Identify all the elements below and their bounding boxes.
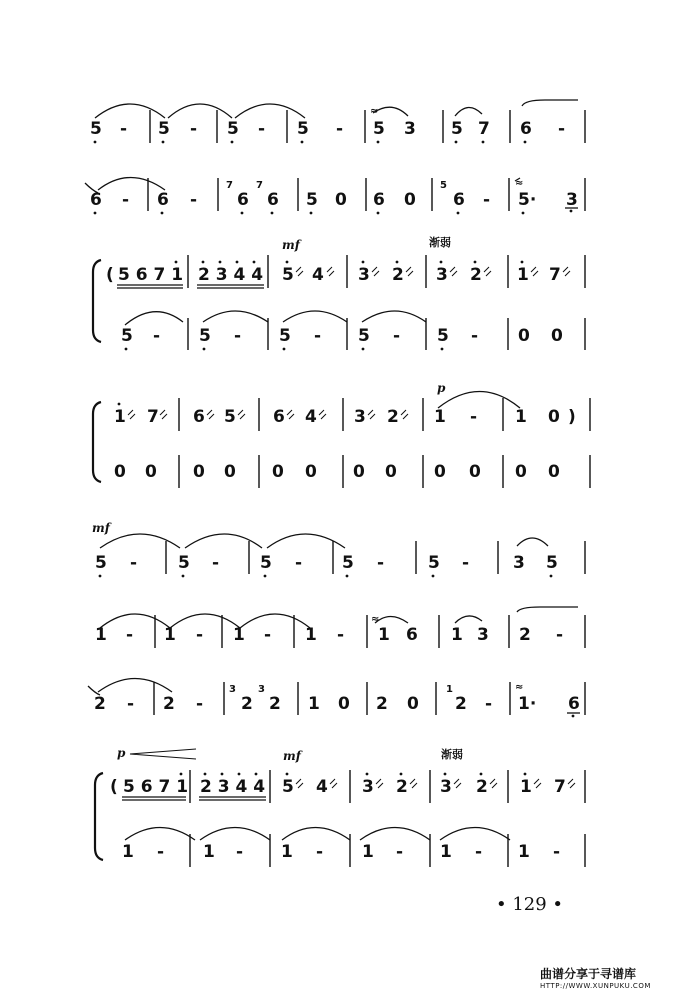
note: 5: [358, 326, 370, 346]
note: 7: [549, 265, 561, 285]
note: 6: [406, 625, 418, 645]
diminuendo-marking: 渐弱: [441, 748, 463, 761]
mordent-mark: ≈: [515, 178, 524, 189]
note: 0: [548, 407, 560, 427]
note: 2: [396, 777, 408, 797]
note: 5: [199, 326, 211, 346]
note: 7: [554, 777, 566, 797]
grace-note: 7: [226, 180, 233, 191]
page-number: • 129 •: [496, 894, 564, 915]
note: 5: [297, 119, 309, 139]
note: 4: [305, 407, 317, 427]
note: 0: [404, 190, 416, 210]
mf-marking: mf: [92, 521, 110, 535]
dash: -: [485, 694, 493, 714]
note: 5: [373, 119, 385, 139]
dash: -: [396, 842, 404, 862]
note: 0: [272, 462, 284, 482]
note: 0: [515, 462, 527, 482]
note: 5: [342, 553, 354, 573]
note: 3: [440, 777, 452, 797]
note: 2: [376, 694, 388, 714]
note: 2: [455, 694, 467, 714]
note: 0: [224, 462, 236, 482]
note: 1: [451, 625, 463, 645]
grace-note: 7: [256, 180, 263, 191]
open-paren: (: [110, 777, 118, 797]
note: 6: [273, 407, 285, 427]
dash: -: [316, 842, 324, 862]
note: 5: [428, 553, 440, 573]
note: 6: [267, 190, 279, 210]
dash: -: [234, 326, 242, 346]
note: 0: [114, 462, 126, 482]
system-bracket: [93, 260, 101, 342]
dash: -: [190, 190, 198, 210]
note-group: 2 3 4 4: [200, 777, 266, 797]
note: 5: [437, 326, 449, 346]
note: 1: [281, 842, 293, 862]
note: 2: [470, 265, 482, 285]
p-marking: p: [117, 746, 126, 760]
system-line-3: [93, 235, 585, 350]
grace-note: 3: [258, 684, 265, 695]
note: 1: [434, 407, 446, 427]
note: 0: [385, 462, 397, 482]
note: 2: [163, 694, 175, 714]
close-paren: ): [568, 407, 576, 427]
note: 0: [338, 694, 350, 714]
dash: -: [127, 694, 135, 714]
note: 5: [282, 777, 294, 797]
note: 5: [178, 553, 190, 573]
dash: -: [470, 407, 478, 427]
note: 2: [476, 777, 488, 797]
watermark-text: 曲谱分享于寻谱库: [540, 967, 637, 981]
note: 0: [469, 462, 481, 482]
note: 0: [335, 190, 347, 210]
note: 3: [354, 407, 366, 427]
note: 2: [94, 694, 106, 714]
dash: -: [462, 553, 470, 573]
note: 1: [378, 625, 390, 645]
note: 0: [353, 462, 365, 482]
note: 0: [145, 462, 157, 482]
note: 1: [114, 407, 126, 427]
note: 6: [157, 190, 169, 210]
mordent-mark: ≈: [370, 106, 379, 117]
dash: -: [126, 625, 134, 645]
note: 6: [90, 190, 102, 210]
note: 6: [237, 190, 249, 210]
system-line-1: [90, 100, 585, 143]
note: 1: [518, 842, 530, 862]
note: 2: [387, 407, 399, 427]
note: 6: [193, 407, 205, 427]
dash: -: [337, 625, 345, 645]
mordent-mark: ≈: [371, 614, 380, 625]
system-line-6: [95, 607, 585, 648]
note-group: 5 6 7 1: [118, 265, 184, 285]
grace-note: 5: [440, 180, 447, 191]
dash: -: [483, 190, 491, 210]
note: 1: [517, 265, 529, 285]
dash: -: [377, 553, 385, 573]
note: 2: [392, 265, 404, 285]
note: 1: [440, 842, 452, 862]
dash: -: [157, 842, 165, 862]
grace-note: 3: [229, 684, 236, 695]
mf-marking: mf: [282, 238, 300, 252]
mf-marking: mf: [283, 749, 301, 763]
note: 0: [434, 462, 446, 482]
note: 5: [90, 119, 102, 139]
note: 6: [568, 694, 580, 714]
note: 5: [158, 119, 170, 139]
open-paren: (: [106, 265, 114, 285]
note: 0: [193, 462, 205, 482]
note: 3: [477, 625, 489, 645]
note: 5·: [518, 190, 537, 210]
system-bracket: [95, 773, 103, 860]
note: 0: [407, 694, 419, 714]
note: 1: [233, 625, 245, 645]
note: 0: [305, 462, 317, 482]
note: 7: [478, 119, 490, 139]
watermark: [540, 968, 651, 992]
dash: -: [120, 119, 128, 139]
note: 3: [404, 119, 416, 139]
dash: -: [196, 694, 204, 714]
note: 2: [269, 694, 281, 714]
note: 3: [358, 265, 370, 285]
note: 1: [95, 625, 107, 645]
mordent-mark: ≈: [515, 682, 524, 693]
p-marking: p: [437, 381, 446, 395]
watermark-url: HTTP://WWW.XUNPUKU.COM: [540, 982, 651, 990]
note: 1: [515, 407, 527, 427]
system-line-4: [93, 381, 590, 488]
dash: -: [475, 842, 483, 862]
note: 5: [279, 326, 291, 346]
system-line-7: [88, 679, 585, 718]
note: 5: [121, 326, 133, 346]
note: 1: [308, 694, 320, 714]
note: 2: [519, 625, 531, 645]
dash: -: [258, 119, 266, 139]
note: 3: [362, 777, 374, 797]
note: 5: [260, 553, 272, 573]
note: 1·: [518, 694, 537, 714]
system-bracket: [93, 402, 101, 482]
note: 3: [566, 190, 578, 210]
dash: -: [471, 326, 479, 346]
dash: -: [212, 553, 220, 573]
dash: -: [153, 326, 161, 346]
dash: -: [558, 119, 566, 139]
note: 1: [520, 777, 532, 797]
note: 1: [164, 625, 176, 645]
grace-note: 1: [446, 684, 453, 695]
note: 0: [551, 326, 563, 346]
note: 3: [436, 265, 448, 285]
note: 3: [513, 553, 525, 573]
note: 4: [316, 777, 328, 797]
diminuendo-marking: 渐弱: [429, 236, 451, 249]
dash: -: [196, 625, 204, 645]
dash: -: [264, 625, 272, 645]
note: 4: [312, 265, 324, 285]
dash: -: [393, 326, 401, 346]
dash: -: [295, 553, 303, 573]
note: 0: [518, 326, 530, 346]
note: 6: [453, 190, 465, 210]
note: 7: [147, 407, 159, 427]
note-group: 2 3 4 4: [198, 265, 264, 285]
system-line-2: [85, 178, 585, 215]
note: 1: [122, 842, 134, 862]
dash: -: [314, 326, 322, 346]
note: 5: [451, 119, 463, 139]
crescendo-hairpin: [130, 749, 196, 759]
note: 6: [520, 119, 532, 139]
note: 2: [241, 694, 253, 714]
note: 5: [306, 190, 318, 210]
note: 5: [227, 119, 239, 139]
note: 1: [305, 625, 317, 645]
note: 5: [546, 553, 558, 573]
dash: -: [122, 190, 130, 210]
note: 5: [282, 265, 294, 285]
system-line-5: [92, 521, 585, 577]
dash: -: [553, 842, 561, 862]
dash: -: [556, 625, 564, 645]
note: 5: [95, 553, 107, 573]
note-group: 5 6 7 1: [123, 777, 189, 797]
dash: -: [190, 119, 198, 139]
dash: -: [130, 553, 138, 573]
note: 0: [548, 462, 560, 482]
note: 6: [373, 190, 385, 210]
dash: -: [336, 119, 344, 139]
note: 5: [224, 407, 236, 427]
dash: -: [236, 842, 244, 862]
note: 1: [362, 842, 374, 862]
system-line-8: [95, 746, 585, 867]
note: 1: [203, 842, 215, 862]
